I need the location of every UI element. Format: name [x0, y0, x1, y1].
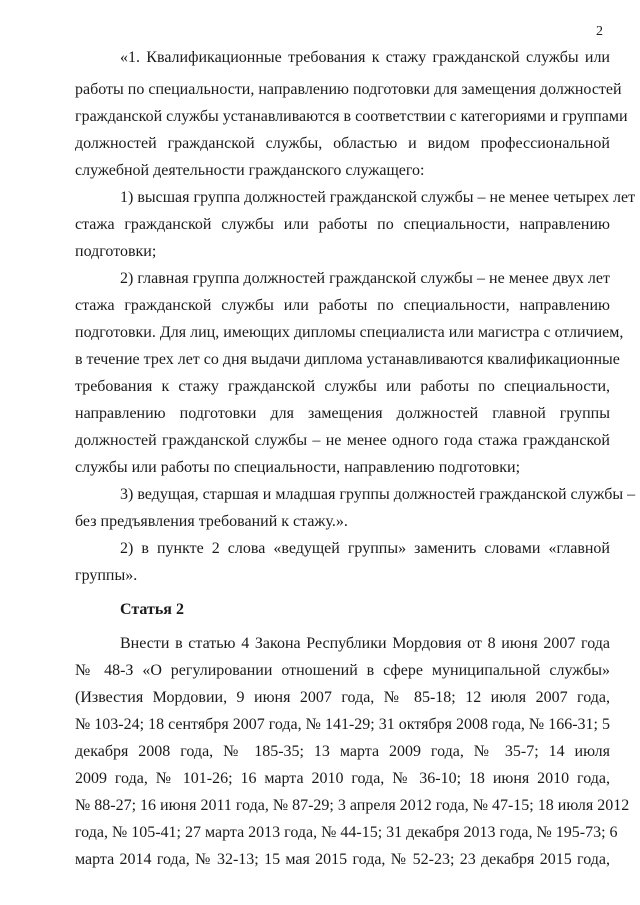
paragraph-line: 3) ведущая, старшая и младшая группы должностей гражданской службы – [120, 486, 636, 503]
paragraph-line: работы по специальности, направлению подготовки для замещения должностей [75, 81, 622, 98]
paragraph-line: стажа гражданской службы или работы по специальности, направлению [75, 297, 610, 314]
paragraph-line: 2009 года, № 101-26; 16 марта 2010 года, № 36-10; 18 июня 2010 года, [75, 770, 610, 787]
paragraph-line: группы». [75, 567, 138, 584]
paragraph-line: года, № 105-41; 27 марта 2013 года, № 44-15; 31 декабря 2013 года, № 195-73; 6 [75, 824, 618, 841]
paragraph-line: должностей гражданской службы, областью и видом профессиональной [75, 135, 610, 152]
paragraph-line: декабря 2008 года, № 185-35; 13 марта 2009 года, № 35-7; 14 июля [75, 743, 610, 760]
paragraph-line: Внести в статью 4 Закона Республики Мордовия от 8 июня 2007 года [120, 635, 610, 652]
paragraph-line: стажа гражданской службы или работы по специальности, направлению [75, 216, 610, 233]
paragraph-line: направлению подготовки для замещения должностей главной группы [75, 405, 610, 422]
paragraph-line: требования к стажу гражданской службы или работы по специальности, [75, 378, 610, 395]
paragraph-line: гражданской службы устанавливаются в соответствии с категориями и группами [75, 108, 628, 125]
paragraph-line: (Известия Мордовии, 9 июня 2007 года, № 85-18; 12 июля 2007 года, [75, 689, 610, 706]
article-heading: Статья 2 [120, 601, 184, 618]
paragraph-line: «1. Квалификационные требования к стажу гражданской службы или [120, 49, 610, 66]
paragraph-line: 1) высшая группа должностей гражданской службы – не менее четырех лет [120, 189, 636, 206]
paragraph-line: в течение трех лет со дня выдачи диплома устанавливаются квалификационные [75, 351, 620, 368]
paragraph-line: без предъявления требований к стажу.». [75, 513, 348, 530]
paragraph-line: подготовки. Для лиц, имеющих дипломы специалиста или магистра с отличием, [75, 324, 624, 341]
paragraph-line: № 48-З «О регулировании отношений в сфере муниципальной службы» [75, 662, 610, 679]
paragraph-line: № 88-27; 16 июня 2011 года, № 87-29; 3 апреля 2012 года, № 47-15; 18 июля 2012 [75, 797, 630, 814]
paragraph-line: 2) главная группа должностей гражданской службы – не менее двух лет [120, 270, 610, 287]
paragraph-line: подготовки; [75, 243, 157, 260]
paragraph-line: служебной деятельности гражданского служащего: [75, 162, 425, 179]
paragraph-line: марта 2014 года, № 32-13; 15 мая 2015 года, № 52-23; 23 декабря 2015 года, [75, 851, 610, 868]
paragraph-line: должностей гражданской службы – не менее одного года стажа гражданской [75, 432, 610, 449]
paragraph-line: службы или работы по специальности, направлению подготовки; [75, 459, 521, 476]
paragraph-line: № 103-24; 18 сентября 2007 года, № 141-29; 31 октября 2008 года, № 166-31; 5 [75, 716, 610, 733]
paragraph-line: 2) в пункте 2 слова «ведущей группы» заменить словами «главной [120, 540, 610, 557]
page-number: 2 [596, 24, 603, 39]
